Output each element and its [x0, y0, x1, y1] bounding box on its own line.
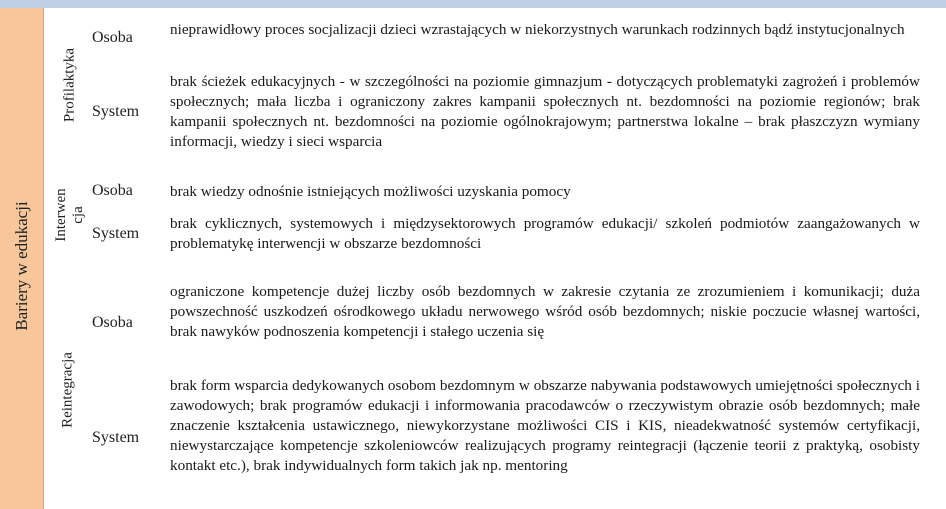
- category-band: [0, 8, 44, 509]
- section-label-interwencja: [53, 188, 87, 241]
- row-description: brak form wsparcia dedykowanych osobom bezdomnym w obszarze nabywania podstawowych umiejętności społecznych i zawodowych; brak programów edukacji i informowania pracodawców o rzeczywistym obrazie osób bezdomnych; małe znaczenie kształcenia ustawicznego, niewykorzystane możliwości CIS i KIS, nieadekwatność systemów certyfikacji, niewystarczające kompetencje szkoleniowców realizujących programy reintegracji (łączenie teorii z praktyką, osobisty kontakt etc.), brak indywidualnych form takich jak np. mentoring: [170, 377, 920, 474]
- row-level-osoba: Osoba: [92, 314, 133, 331]
- section-label-profilaktyka: Profilaktyka: [61, 47, 78, 123]
- category-label: Bariery w edukacji: [12, 201, 31, 331]
- section-label-interwencja-line1: Interwen: [53, 188, 69, 242]
- row-level-osoba: Osoba: [92, 182, 133, 199]
- row-level-system: System: [92, 225, 140, 242]
- row-description: brak cyklicznych, systemowych i międzysektorowych programów edukacji/ szkoleń podmiotów zaangażowanych w problematykę interwencji w obszarze bezdomności: [170, 215, 920, 252]
- section-label-interwencja-line2: cja: [70, 206, 86, 224]
- section-label-reintegracja: Reintegracja: [59, 352, 76, 428]
- row-description: nieprawidłowy proces socjalizacji dzieci wzrastających w niekorzystnych warunkach rodzinnych bądź instytucjonalnych: [170, 21, 905, 38]
- table-top-border: [0, 0, 946, 8]
- row-description: brak ścieżek edukacyjnych - w szczególności na poziomie gimnazjum - dotyczących problematyki zagrożeń i problemów społecznych; mała liczba i ograniczony zakres kampanii społecznych nt. bezdomności na poziomie regionów; brak kampanii społecznych nt. bezdomności na poziomie ogólnokrajowym; partnerstwa lokalne – brak płaszczyzn wymiany informacji, wiedzy i sieci wsparcia: [170, 73, 920, 150]
- row-description: brak wiedzy odnośnie istniejących możliwości uzyskania pomocy: [170, 183, 571, 200]
- row-description: ograniczone kompetencje dużej liczby osób bezdomnych w zakresie czytania ze zrozumieniem i komunikacji; duża powszechność uszkodzeń ośrodkowego układu nerwowego wśród osób bezdomnych; niskie poczucie własnej wartości, brak nawyków podnoszenia kompetencji i stałego uczenia się: [170, 283, 920, 340]
- row-level-system: System: [92, 103, 140, 120]
- row-level-osoba: Osoba: [92, 29, 133, 46]
- row-level-system: System: [92, 429, 140, 446]
